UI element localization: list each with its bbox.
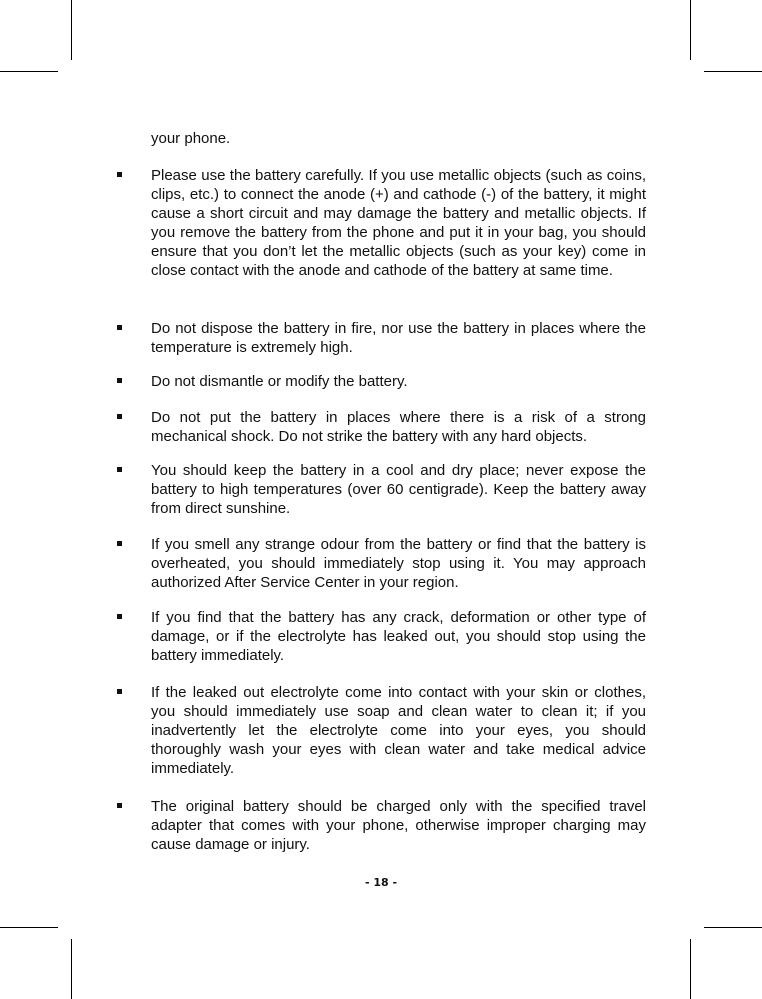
crop-mark-top-left-vertical xyxy=(71,0,72,60)
crop-mark-top-left-horizontal xyxy=(0,71,58,72)
list-item-text: The original battery should be charged only with the specified travel adapter that comes with your phone, otherwise improper charging may cause damage or injury. xyxy=(151,798,646,853)
page-number: - 18 - xyxy=(364,876,398,889)
list-item-text: You should keep the battery in a cool and dry place; never expose the battery to high temperatures (over 60 centigrade). Keep the battery away from direct sunshine. xyxy=(151,462,646,517)
list-item-text: If you find that the battery has any crack, deformation or other type of damage, or if the electrolyte has leaked out, you should stop using the battery immediately. xyxy=(151,609,646,664)
crop-mark-top-right-horizontal xyxy=(704,71,762,72)
crop-mark-bottom-right-horizontal xyxy=(704,927,762,928)
square-bullet-icon xyxy=(117,803,122,808)
list-item-text: Please use the battery carefully. If you use metallic objects (such as coins, clips, etc.) to connect the anode (+) and cathode (-) of the battery, it might cause a short circuit and may damage the battery and metallic objects. If you remove the battery from the phone and put it in your bag, you should ensure that you don’t let the metallic objects (such as your key) come in close contact with the anode and cathode of the battery at same time. xyxy=(151,167,646,279)
list-item-text: Do not dismantle or modify the battery. xyxy=(151,373,408,390)
list-item-text: Do not dispose the battery in fire, nor use the battery in places where the temperature is extremely high. xyxy=(151,320,646,356)
square-bullet-icon xyxy=(117,325,122,330)
square-bullet-icon xyxy=(117,467,122,472)
square-bullet-icon xyxy=(117,541,122,546)
crop-mark-top-right-vertical xyxy=(690,0,691,60)
square-bullet-icon xyxy=(117,414,122,419)
square-bullet-icon xyxy=(117,172,122,177)
square-bullet-icon xyxy=(117,614,122,619)
list-item-text: If you smell any strange odour from the battery or find that the battery is overheated, you should immediately stop using it. You may approach authorized After Service Center in your region. xyxy=(151,536,646,591)
list-item-text: If the leaked out electrolyte come into contact with your skin or clothes, you should immediately use soap and clean water to clean it; if you inadvertently let the electrolyte come into your eyes, you should thoroughly wash your eyes with clean water and take medical advice immediately. xyxy=(151,684,646,777)
list-item-text: Do not put the battery in places where there is a risk of a strong mechanical shock. Do not strike the battery with any hard objects. xyxy=(151,409,646,445)
crop-mark-bottom-left-horizontal xyxy=(0,927,58,928)
square-bullet-icon xyxy=(117,378,122,383)
square-bullet-icon xyxy=(117,689,122,694)
crop-mark-bottom-left-vertical xyxy=(71,939,72,999)
continuation-text: your phone. xyxy=(151,130,231,147)
crop-mark-bottom-right-vertical xyxy=(690,939,691,999)
